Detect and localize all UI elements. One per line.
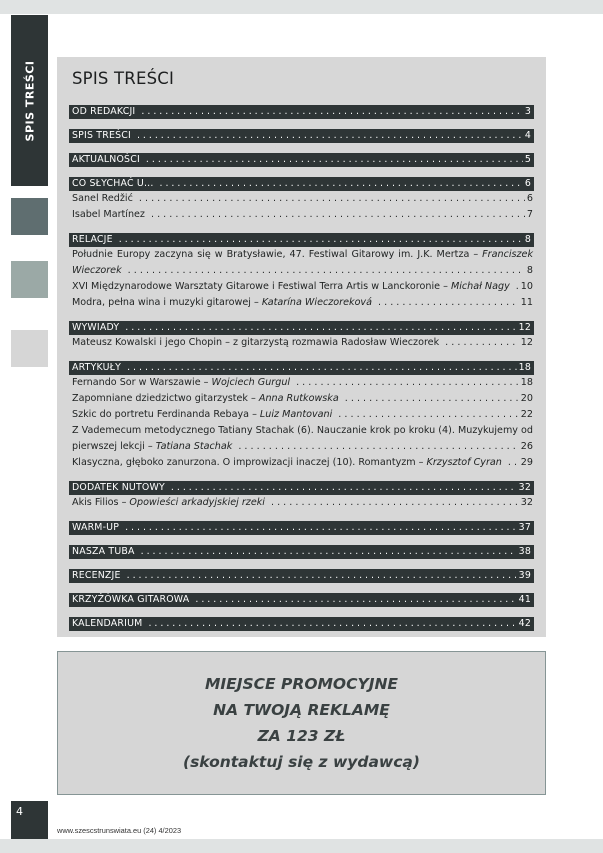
- entry-title: Południe Europy zaczyna się w Bratysławie, 47. Festiwal Gitarowy im. J.K. Mertza –: [72, 249, 483, 260]
- toc-entry-line2[interactable]: [69, 263, 534, 279]
- page-ref: 8: [526, 265, 533, 276]
- toc-entry[interactable]: [69, 495, 534, 511]
- toc-section[interactable]: [69, 233, 534, 247]
- leader-dots: [137, 129, 523, 143]
- page-ref: 41: [518, 594, 531, 605]
- page-ref: 12: [518, 322, 531, 333]
- ad-placeholder-box[interactable]: [57, 651, 546, 795]
- leader-dots: [141, 545, 517, 559]
- toc-section[interactable]: [69, 545, 534, 559]
- entry-title: Akis Filios –: [72, 497, 130, 508]
- toc-entry-line1[interactable]: [69, 423, 534, 439]
- section-label: WARM-UP: [72, 522, 120, 533]
- ad-line-3: ZA 123 ZŁ: [257, 727, 346, 745]
- color-swatch-3: [11, 330, 48, 367]
- page-ref: 12: [520, 337, 533, 348]
- page-number-block: [11, 801, 48, 839]
- toc-section[interactable]: [69, 481, 534, 495]
- leader-dots: [146, 153, 523, 167]
- footer-url-issue: www.szescstrunswiata.eu (24) 4/2023: [57, 826, 182, 835]
- leader-dots: [516, 279, 519, 295]
- page-ref: 10: [520, 281, 533, 292]
- page-number: 4: [16, 805, 23, 818]
- section-tab: [11, 15, 48, 186]
- toc-entry[interactable]: [69, 335, 534, 351]
- leader-dots: [127, 569, 517, 583]
- entry-title: Sanel Redžić: [72, 193, 133, 204]
- leader-dots: [128, 263, 525, 279]
- leader-dots: [171, 481, 517, 495]
- page-ref: 38: [518, 546, 531, 557]
- leader-dots: [271, 495, 519, 511]
- toc-section[interactable]: [69, 593, 534, 607]
- entry-title: Klasyczna, głęboko zanurzona. O improwizacji inaczej (10). Romantyzm –: [72, 457, 427, 468]
- section-label: CO SŁYCHAĆ U...: [72, 178, 154, 189]
- page-ref: 32: [518, 482, 531, 493]
- ad-line-4: (skontaktuj się z wydawcą): [183, 753, 420, 771]
- toc-entry[interactable]: [69, 391, 534, 407]
- toc-section[interactable]: [69, 617, 534, 631]
- page-ref: 18: [520, 377, 533, 388]
- toc-section[interactable]: [69, 105, 534, 119]
- toc-entry-line2[interactable]: [69, 439, 534, 455]
- section-label: SPIS TREŚCI: [72, 130, 131, 141]
- entry-title: Mateusz Kowalski i jego Chopin – z gitarzystą rozmawia Radosław Wieczorek: [72, 337, 440, 348]
- entry-author: Anna Rutkowska: [258, 393, 339, 404]
- color-swatch-1: [11, 198, 48, 235]
- entry-author: Franciszek: [482, 249, 533, 260]
- entry-title: XVI Międzynarodowe Warsztaty Gitarowe i Festiwal Terra Artis w Lanckoronie –: [72, 281, 451, 292]
- section-label: KALENDARIUM: [72, 618, 143, 629]
- leader-dots: [296, 375, 519, 391]
- toc-entry[interactable]: [69, 207, 534, 223]
- toc-entry-line1[interactable]: [69, 247, 534, 263]
- entry-author: Wojciech Gurgul: [211, 377, 291, 388]
- ad-line-2: NA TWOJĄ REKLAMĘ: [213, 701, 390, 719]
- entry-title: Z Vademecum metodycznego Tatiany Stachak (6). Nauczanie krok po kroku (4). Muzykujemy od: [72, 425, 533, 436]
- leader-dots: [508, 455, 519, 471]
- page-ref: 18: [518, 362, 531, 373]
- toc-entry[interactable]: [69, 279, 534, 295]
- section-label: KRZYŻÓWKA GITAROWA: [72, 594, 190, 605]
- page-ref: 20: [520, 393, 533, 404]
- toc-entry[interactable]: [69, 375, 534, 391]
- leader-dots: [148, 617, 516, 631]
- leader-dots: [160, 177, 523, 191]
- section-tab-label: SPIS TREŚCI: [23, 60, 36, 141]
- leader-dots: [127, 361, 517, 375]
- entry-title: Isabel Martínez: [72, 209, 145, 220]
- page-ref: 22: [520, 409, 533, 420]
- toc-section[interactable]: [69, 177, 534, 191]
- page-title: SPIS TREŚCI: [72, 69, 175, 88]
- entry-title: Fernando Sor w Warszawie –: [72, 377, 212, 388]
- leader-dots: [338, 407, 519, 423]
- page-ref: 42: [518, 618, 531, 629]
- leader-dots: [139, 191, 525, 207]
- ad-line-1: MIEJSCE PROMOCYJNE: [204, 675, 399, 693]
- entry-author: Wieczorek: [72, 265, 122, 276]
- toc-entry[interactable]: [69, 295, 534, 311]
- page-ref: 39: [518, 570, 531, 581]
- leader-dots: [378, 295, 519, 311]
- section-label: RECENZJE: [72, 570, 121, 581]
- bottom-strip: [0, 839, 603, 853]
- page-ref: 26: [520, 441, 533, 452]
- leader-dots: [345, 391, 519, 407]
- section-label: NASZA TUBA: [72, 546, 135, 557]
- toc-section[interactable]: [69, 569, 534, 583]
- section-label: ARTYKUŁY: [72, 362, 122, 373]
- entry-title: Modra, pełna wina i muzyki gitarowej –: [72, 297, 262, 308]
- entry-title: pierwszej lekcji –: [72, 441, 156, 452]
- leader-dots: [445, 335, 519, 351]
- entry-author: Tatiana Stachak: [155, 441, 233, 452]
- page-ref: 3: [524, 106, 531, 117]
- page-ref: 32: [520, 497, 533, 508]
- entry-author: Michał Nagy: [450, 281, 510, 292]
- toc-panel: [57, 57, 546, 637]
- toc-entry[interactable]: [69, 455, 534, 471]
- page-ref: 11: [520, 297, 533, 308]
- leader-dots: [238, 439, 518, 455]
- leader-dots: [125, 321, 516, 335]
- toc-section[interactable]: [69, 153, 534, 167]
- leader-dots: [125, 521, 517, 535]
- leader-dots: [151, 207, 525, 223]
- page-ref: 6: [526, 193, 533, 204]
- leader-dots: [119, 233, 523, 247]
- toc-section[interactable]: [69, 521, 534, 535]
- entry-title: Zapomniane dziedzictwo gitarzystek –: [72, 393, 259, 404]
- page-ref: 4: [524, 130, 531, 141]
- entry-author: Opowieści arkadyjskiej rzeki: [129, 497, 265, 508]
- page-ref: 37: [518, 522, 531, 533]
- leader-dots: [195, 593, 516, 607]
- entry-author: Katarína Wieczoreková: [261, 297, 372, 308]
- toc-section[interactable]: [69, 321, 534, 335]
- section-label: OD REDAKCJI: [72, 106, 136, 117]
- page-ref: 6: [524, 178, 531, 189]
- page-ref: 8: [524, 234, 531, 245]
- toc-section[interactable]: [69, 361, 534, 375]
- entry-author: Krzysztof Cyran: [426, 457, 502, 468]
- toc-entry[interactable]: [69, 407, 534, 423]
- color-swatch-2: [11, 261, 48, 298]
- page-ref: 7: [526, 209, 533, 220]
- section-label: AKTUALNOŚCI: [72, 154, 140, 165]
- section-label: WYWIADY: [72, 322, 120, 333]
- page-ref: 5: [524, 154, 531, 165]
- section-label: RELACJE: [72, 234, 113, 245]
- toc-list: [69, 105, 534, 631]
- leader-dots: [141, 105, 522, 119]
- toc-section[interactable]: [69, 129, 534, 143]
- page-ref: 29: [520, 457, 533, 468]
- top-strip: [0, 0, 603, 14]
- toc-entry[interactable]: [69, 191, 534, 207]
- entry-author: Luiz Mantovani: [259, 409, 333, 420]
- section-label: DODATEK NUTOWY: [72, 482, 165, 493]
- entry-title: Szkic do portretu Ferdinanda Rebaya –: [72, 409, 260, 420]
